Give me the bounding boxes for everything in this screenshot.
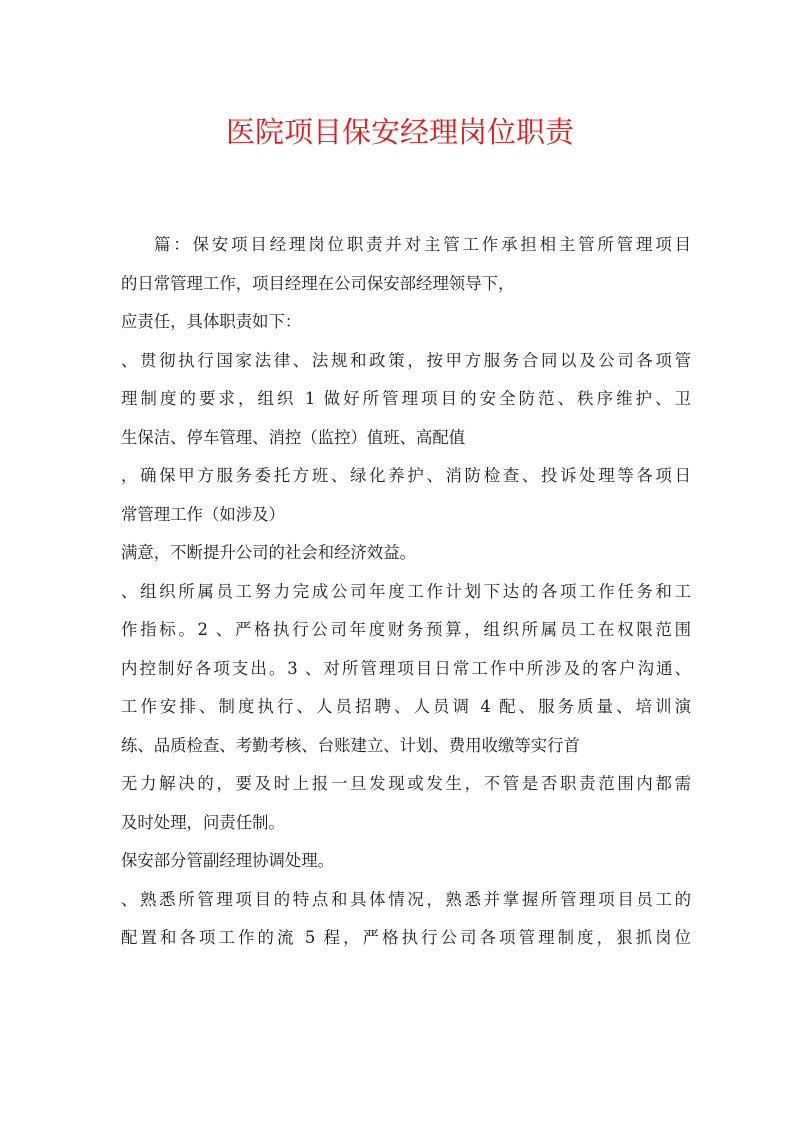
paragraph-line: 练、品质检查、考勤考核、台账建立、计划、费用收缴等实行首 <box>121 735 580 755</box>
document-title: 医院项目保安经理岗位职责 <box>225 115 574 149</box>
paragraph-line: 应责任，具体职责如下： <box>121 312 302 331</box>
document-body <box>121 226 691 958</box>
paragraph-line: 、贯彻执行国家法律、法规和政策，按甲方服务合同以及公司各项管 <box>121 350 691 370</box>
paragraph-line: 配置和各项工作的流 5 程，严格执行公司各项管理制度，狠抓岗位 <box>121 928 691 947</box>
paragraph-line: 、熟悉所管理项目的特点和具体情况，熟悉并掌握所管理项目员工的 <box>121 889 691 909</box>
paragraph-line: 作指标。2 、严格执行公司年度财务预算，组织所属员工在权限范围 <box>121 620 691 639</box>
paragraph-line: 无力解决的，要及时上报一旦发现或发生，不管是否职责范围内都需 <box>121 774 691 793</box>
paragraph-line: 及时处理，问责任制。 <box>121 812 285 832</box>
paragraph-line: 理制度的要求，组织 1 做好所管理项目的安全防范、秩序维护、卫 <box>121 389 691 408</box>
paragraph-line: 的日常管理工作，项目经理在公司保安部经理领导下， <box>121 273 515 293</box>
paragraph-line: 满意，不断提升公司的社会和经济效益。 <box>121 543 417 562</box>
paragraph-line: 生保洁、停车管理、消控（监控）值班、高配值 <box>121 427 466 447</box>
paragraph-line: ，确保甲方服务委托方班、绿化养护、消防检查、投诉处理等各项日 <box>121 466 691 485</box>
paragraph-line: 保安部分管副经理协调处理。 <box>121 851 335 870</box>
paragraph-line: 常管理工作（如涉及） <box>121 504 285 524</box>
paragraph-line: 工作安排、制度执行、人员招聘、人员调 4 配、服务质量、培训演 <box>121 697 691 716</box>
paragraph-line: 、组织所属员工努力完成公司年度工作计划下达的各项工作任务和工 <box>121 581 691 601</box>
paragraph-line: 篇：保安项目经理岗位职责并对主管工作承担相主管所管理项目 <box>154 235 691 254</box>
paragraph-line: 内控制好各项支出。3 、对所管理项目日常工作中所涉及的客户沟通、 <box>121 658 691 678</box>
